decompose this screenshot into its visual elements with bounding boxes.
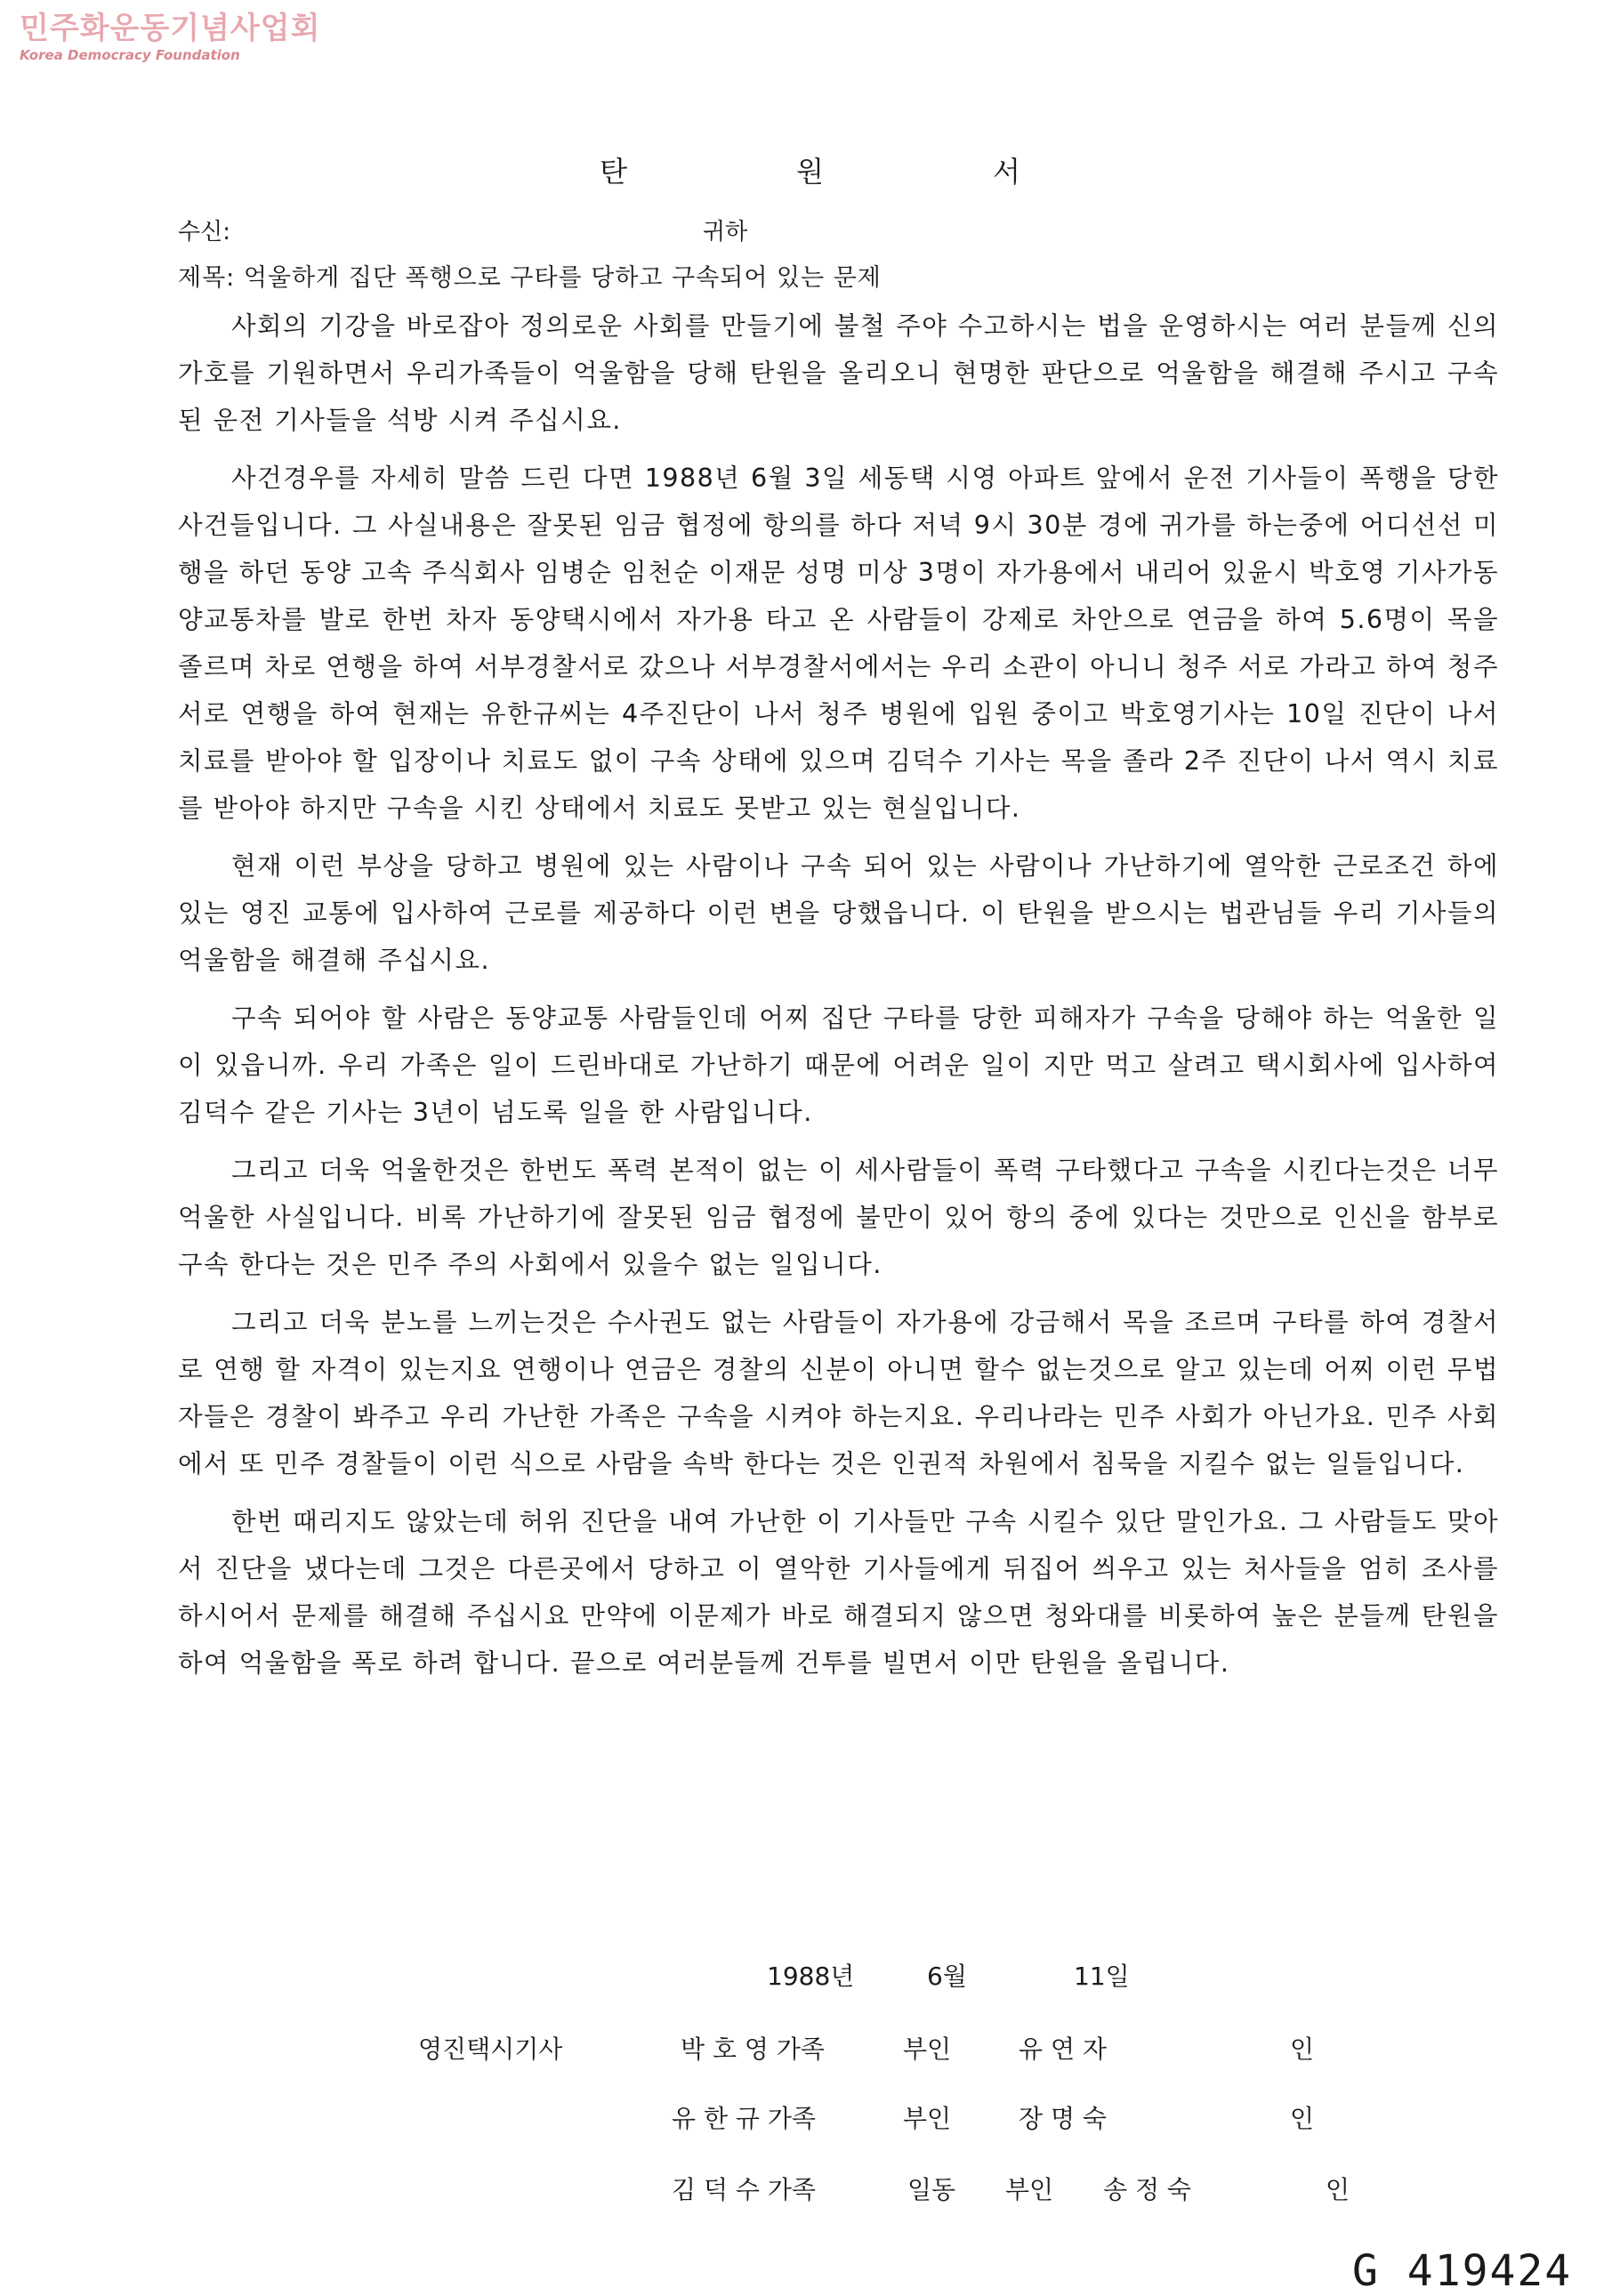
signer-role: 부인 [903,2104,952,2133]
foundation-logo [20,12,320,63]
paragraph: 사회의 기강을 바로잡아 정의로운 사회를 만들기에 불철 주야 수고하시는 법을 운영하시는 여러 분들께 신의 가호를 기원하면서 우리가족들이 억울함을 당해 탄원을 올리오니 현명한 판단으로 억울함을 해결해 주시고 구속된 운전 기사들을 석방 시켜 주십시요. [178,311,1499,435]
date-month: 6월 [927,1962,967,1991]
signer-collective: 일동 [907,2175,956,2204]
organization-name: 영진택시기사 [418,2034,563,2064]
signer-role: 부인 [1005,2175,1054,2204]
signer-role: 부인 [903,2034,952,2064]
signer-seal: 인 [1326,2175,1350,2204]
logo-korean-text: 민주화운동기념사업회 [20,11,321,46]
signer-seal: 인 [1290,2034,1315,2064]
signer-family: 김 덕 수 가족 [672,2175,816,2204]
paragraph: 사건경우를 자세히 말씀 드린 다면 1988년 6월 3일 세동택 시영 아파트 앞에서 운전 기사들이 폭행을 당한 사건들입니다. 그 사실내용은 잘못된 임금 협정에 항의를 하다 저녁 9시 30분 경에 귀가를 하는중에 어디선선 미행을 하던 동양 고속 주식회사 임병순 임천순 이재문 성명 미상 3명이 자가용에서 내리어 있윤시 박호영 기사가동양교통차를 발로 한번 차자 동양택시에서 자가용 타고 온 사람들이 강제로 차안으로 연금을 하여 5.6명이 목을 졸르며 차로 연행을 하여 서부경찰서로 갔으나 서부경찰서에서는 우리 소관이 아니니 청주 서로 가라고 하여 청주서로 연행을 하여 현재는 유한규씨는 4주진단이 나서 청주 병원에 입원 중이고 박호영기사는 10일 진단이 나서 치료를 받아야 할 입장이나 치료도 없이 구속 상태에 있으며 김덕수 기사는 목을 졸라 2주 진단이 나서 역시 치료를 받아야 하지만 구속을 시킨 상태에서 치료도 못받고 있는 현실입니다. [178,463,1499,823]
paragraph: 한번 때리지도 않았는데 허위 진단을 내여 가난한 이 기사들만 구속 시킬수 있단 말인가요. 그 사람들도 맞아서 진단을 냈다는데 그것은 다른곳에서 당하고 이 열악한 기사들에게 뒤집어 씌우고 있는 처사들을 엄히 조사를 하시어서 문제를 해결해 주십시요 만약에 이문제가 바로 해결되지 않으면 청와대를 비롯하여 높은 분들께 탄원을 하여 억울함을 폭로 하려 합니다. 끝으로 여러분들께 건투를 빌면서 이만 탄원을 올립니다. [178,1507,1499,1678]
signer-family: 박 호 영 가족 [681,2034,825,2064]
document-title: 탄원서 [600,155,1189,189]
signer-family: 유 한 규 가족 [672,2104,816,2133]
petition-body [178,302,1499,1697]
petition-date [767,1957,1130,1993]
date-day: 11일 [1074,1962,1130,1991]
archive-document-number: G 419424 [1352,2246,1573,2296]
signer-name: 유 연 자 [1019,2034,1107,2064]
paragraph: 그리고 더욱 분노를 느끼는것은 수사권도 없는 사람들이 자가용에 강금해서 목을 조르며 구타를 하여 경찰서로 연행 할 자격이 있는지요 연행이나 연금은 경찰의 신분이 아니면 할수 없는것으로 알고 있는데 어찌 이런 무법자들은 경찰이 봐주고 우리 가난한 가족은 구속을 시켜야 하는지요. 우리나라는 민주 사회가 아닌가요. 민주 사회에서 또 민주 경찰들이 이런 식으로 사람을 속박 한다는 것은 인권적 차원에서 침묵을 지킬수 없는 일들입니다. [178,1308,1499,1478]
paragraph: 구속 되어야 할 사람은 동양교통 사람들인데 어찌 집단 구타를 당한 피해자가 구속을 당해야 하는 억울한 일이 있읍니까. 우리 가족은 일이 드린바대로 가난하기 때문에 어려운 일이 지만 먹고 살려고 택시회사에 입사하여 김덕수 같은 기사는 3년이 넘도록 일을 한 사람입니다. [178,1003,1499,1127]
recipient-honorific: 귀하 [703,219,748,246]
recipient-label: 수신: [178,219,230,246]
paragraph: 현재 이런 부상을 당하고 병원에 있는 사람이나 구속 되어 있는 사람이나 가난하기에 열악한 근로조건 하에 있는 영진 교통에 입사하여 근로를 제공하다 이런 변을 당했읍니다. 이 탄원을 받으시는 법관님들 우리 기사들의 억울함을 해결해 주십시요. [178,851,1499,975]
recipient-line [178,213,748,246]
signer-name: 장 명 숙 [1019,2104,1107,2133]
paragraph: 그리고 더욱 억울한것은 한번도 폭력 본적이 없는 이 세사람들이 폭력 구타했다고 구속을 시킨다는것은 너무 억울한 사실입니다. 비록 가난하기에 잘못된 임금 협정에 불만이 있어 항의 중에 있다는 것만으로 인신을 함부로 구속 한다는 것은 민주 주의 사회에서 있을수 없는 일입니다. [178,1156,1499,1279]
signer-name: 송 정 숙 [1103,2175,1191,2204]
logo-english-text: Korea Democracy Foundation [20,47,240,64]
signer-seal: 인 [1290,2104,1315,2133]
date-year: 1988년 [767,1962,855,1991]
subject-line: 제목: 억울하게 집단 폭행으로 구타를 당하고 구속되어 있는 문제 [178,264,882,292]
